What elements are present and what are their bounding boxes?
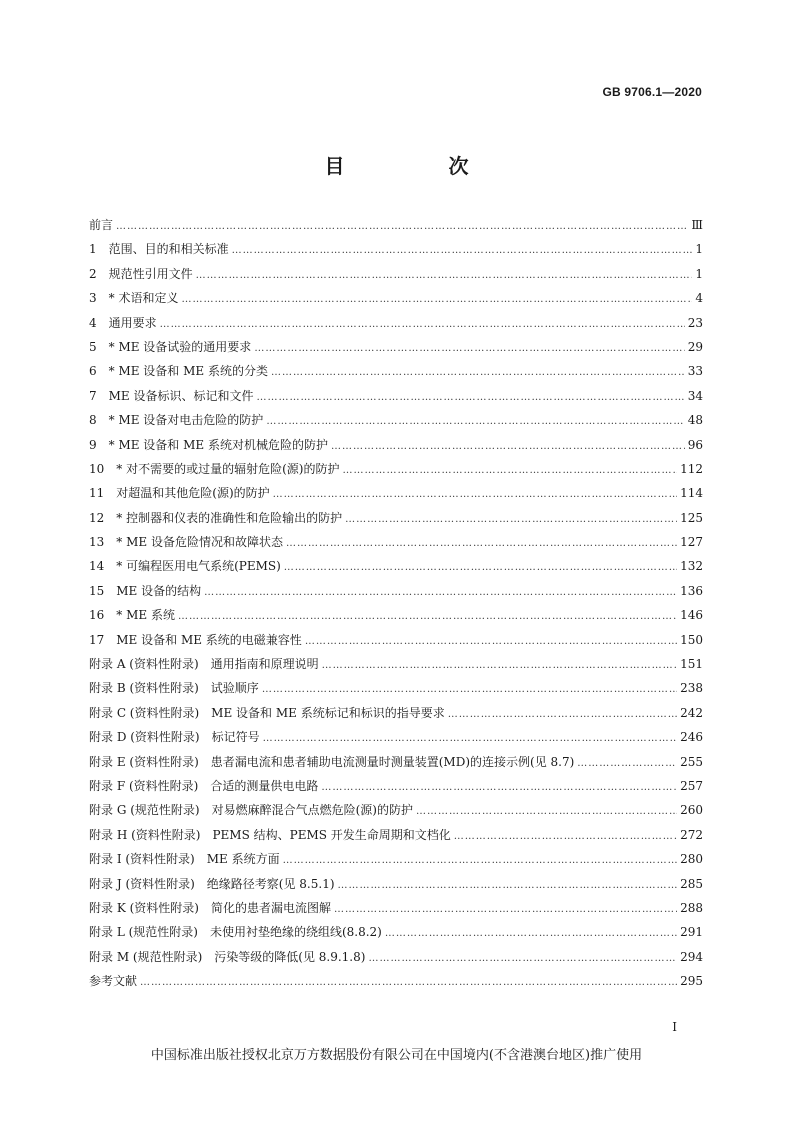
- toc-entry[interactable]: [89, 948, 703, 972]
- leader-dots: [140, 977, 677, 988]
- toc-entry[interactable]: [89, 216, 703, 240]
- toc-entry-page: 238: [680, 681, 703, 696]
- toc-entry-label: 附录 K (资料性附录) 简化的患者漏电流图解: [89, 900, 331, 915]
- toc-entry[interactable]: [89, 509, 703, 533]
- leader-dots: [204, 587, 677, 598]
- toc-entry-label: 附录 F (资料性附录) 合适的测量供电电路: [89, 778, 319, 793]
- page-title: 目 次: [324, 154, 511, 178]
- toc-entry-page: 242: [680, 705, 703, 720]
- toc-entry[interactable]: [89, 240, 703, 264]
- standard-code: GB 9706.1—2020: [602, 85, 702, 99]
- toc-entry[interactable]: [89, 411, 703, 435]
- leader-dots: [116, 221, 688, 232]
- toc-entry-label: 附录 A (资料性附录) 通用指南和原理说明: [89, 657, 319, 672]
- toc-entry-label: 附录 L (规范性附录) 未使用衬垫绝缘的绕组线(8.8.2): [89, 925, 382, 940]
- toc-entry-page: 48: [687, 413, 703, 428]
- toc-entry-label: 附录 D (资料性附录) 标记符号: [89, 730, 260, 745]
- toc-entry-page: 246: [680, 730, 703, 745]
- toc-entry[interactable]: [89, 582, 703, 606]
- toc-entry[interactable]: [89, 314, 703, 338]
- toc-entry-label: 2 规范性引用文件: [89, 266, 193, 281]
- toc-entry[interactable]: [89, 460, 703, 484]
- toc-entry-label: 14 * 可编程医用电气系统(PEMS): [89, 559, 281, 574]
- toc-entry[interactable]: [89, 850, 703, 874]
- leader-dots: [331, 441, 685, 452]
- toc-entry-label: 参考文献: [89, 974, 138, 989]
- leader-dots: [283, 855, 677, 866]
- toc-entry-page: 1: [695, 242, 703, 257]
- leader-dots: [232, 245, 693, 256]
- toc-entry-page: 151: [680, 657, 703, 672]
- toc-entry-page: 125: [680, 510, 703, 525]
- leader-dots: [254, 343, 684, 354]
- toc-entry[interactable]: [89, 436, 703, 460]
- toc-entry-page: 33: [687, 364, 703, 379]
- toc-entry[interactable]: [89, 679, 703, 703]
- toc-entry[interactable]: [89, 753, 703, 777]
- toc-entry-label: 16 * ME 系统: [89, 608, 175, 623]
- toc-entry-label: 7 ME 设备标识、标记和文件: [89, 388, 254, 403]
- toc-entry-label: 13 * ME 设备危险情况和故障状态: [89, 535, 283, 550]
- toc-entry-label: 前言: [89, 218, 114, 232]
- toc-entry-label: 附录 C (资料性附录) ME 设备和 ME 系统标记和标识的指导要求: [89, 705, 445, 720]
- toc-entry-page: 132: [680, 559, 703, 574]
- toc-entry-page: 257: [680, 778, 703, 793]
- leader-dots: [448, 709, 677, 720]
- toc-entry-page: 260: [680, 803, 703, 818]
- leader-dots: [321, 782, 677, 793]
- toc-entry[interactable]: [89, 387, 703, 411]
- toc-entry[interactable]: [89, 606, 703, 630]
- toc-entry[interactable]: [89, 801, 703, 825]
- toc-entry-label: 附录 I (资料性附录) ME 系统方面: [89, 852, 280, 867]
- leader-dots: [266, 416, 684, 427]
- toc-entry[interactable]: [89, 362, 703, 386]
- leader-dots: [338, 880, 678, 891]
- leader-dots: [345, 514, 677, 525]
- leader-dots: [385, 928, 677, 939]
- toc-entry-page: 112: [680, 461, 703, 476]
- toc-entry[interactable]: [89, 289, 703, 313]
- toc-entry-page: 114: [680, 486, 703, 501]
- leader-dots: [416, 806, 677, 817]
- toc-entry-page: 295: [680, 974, 703, 989]
- toc-entry[interactable]: [89, 655, 703, 679]
- leader-dots: [196, 270, 693, 281]
- toc-entry[interactable]: [89, 728, 703, 752]
- leader-dots: [160, 319, 685, 330]
- toc-entry-label: 9 * ME 设备和 ME 系统对机械危险的防护: [89, 437, 328, 452]
- toc-entry-label: 1 范围、目的和相关标准: [89, 242, 229, 257]
- toc-entry-label: 8 * ME 设备对电击危险的防护: [89, 413, 264, 428]
- toc-entry-page: 23: [687, 315, 703, 330]
- toc-entry[interactable]: [89, 265, 703, 289]
- toc-entry[interactable]: [89, 338, 703, 362]
- leader-dots: [286, 538, 677, 549]
- table-of-contents: [89, 216, 703, 997]
- toc-entry-page: 285: [680, 876, 703, 891]
- leader-dots: [368, 953, 677, 964]
- toc-entry-label: 附录 E (资料性附录) 患者漏电流和患者辅助电流测量时测量装置(MD)的连接示例(见 8.7): [89, 754, 575, 769]
- leader-dots: [334, 904, 677, 915]
- toc-entry-page: Ⅲ: [691, 218, 703, 232]
- toc-entry-page: 146: [680, 608, 703, 623]
- toc-entry-page: 136: [680, 583, 703, 598]
- toc-entry[interactable]: [89, 484, 703, 508]
- toc-entry-page: 150: [680, 632, 703, 647]
- toc-entry-label: 6 * ME 设备和 ME 系统的分类: [89, 364, 268, 379]
- toc-entry-label: 10 * 对不需要的或过量的辐射危险(源)的防护: [89, 461, 340, 476]
- toc-entry-label: 附录 M (规范性附录) 污染等级的降低(见 8.9.1.8): [89, 949, 366, 964]
- toc-entry-page: 280: [680, 852, 703, 867]
- leader-dots: [178, 611, 677, 622]
- toc-entry-page: 288: [680, 900, 703, 915]
- toc-entry[interactable]: [89, 923, 703, 947]
- toc-entry-label: 附录 H (资料性附录) PEMS 结构、PEMS 开发生命周期和文档化: [89, 827, 451, 842]
- toc-entry-label: 17 ME 设备和 ME 系统的电磁兼容性: [89, 632, 302, 647]
- toc-entry-label: 附录 B (资料性附录) 试验顺序: [89, 681, 259, 696]
- leader-dots: [305, 636, 677, 647]
- toc-entry[interactable]: [89, 826, 703, 850]
- leader-dots: [284, 562, 677, 573]
- toc-entry-label: 4 通用要求: [89, 315, 157, 330]
- toc-entry-page: 34: [687, 388, 703, 403]
- footer-notice: 中国标准出版社授权北京万方数据股份有限公司在中国境内(不含港澳台地区)推广使用: [150, 1048, 643, 1063]
- toc-entry-label: 12 * 控制器和仪表的准确性和危险输出的防护: [89, 510, 343, 525]
- toc-entry-label: 3 * 术语和定义: [89, 291, 179, 306]
- toc-entry-label: 11 对超温和其他危险(源)的防护: [89, 486, 270, 501]
- toc-entry[interactable]: [89, 899, 703, 923]
- leader-dots: [342, 465, 677, 476]
- toc-entry-label: 5 * ME 设备试验的通用要求: [89, 339, 252, 354]
- leader-dots: [322, 660, 677, 671]
- toc-entry-page: 291: [680, 925, 703, 940]
- toc-entry-page: 127: [680, 535, 703, 550]
- page-number: I: [672, 1020, 677, 1034]
- toc-entry-label: 附录 J (资料性附录) 绝缘路径考察(见 8.5.1): [89, 876, 335, 891]
- toc-entry[interactable]: [89, 557, 703, 581]
- leader-dots: [181, 294, 692, 305]
- toc-entry-page: 255: [680, 754, 703, 769]
- leader-dots: [273, 489, 677, 500]
- toc-entry-page: 272: [680, 827, 703, 842]
- toc-entry[interactable]: [89, 875, 703, 899]
- leader-dots: [271, 367, 685, 378]
- toc-entry-label: 15 ME 设备的结构: [89, 583, 202, 598]
- toc-entry[interactable]: [89, 972, 703, 996]
- toc-entry[interactable]: [89, 631, 703, 655]
- leader-dots: [262, 684, 677, 695]
- toc-entry-label: 附录 G (规范性附录) 对易燃麻醉混合气点燃危险(源)的防护: [89, 803, 413, 818]
- leader-dots: [257, 392, 685, 403]
- toc-entry[interactable]: [89, 533, 703, 557]
- toc-entry-page: 96: [687, 437, 703, 452]
- leader-dots: [454, 831, 677, 842]
- toc-entry-page: 294: [680, 949, 703, 964]
- toc-entry-page: 29: [687, 339, 703, 354]
- leader-dots: [263, 733, 677, 744]
- leader-dots: [577, 758, 677, 769]
- toc-entry-page: 4: [695, 291, 703, 306]
- toc-entry[interactable]: [89, 777, 703, 801]
- toc-entry-page: 1: [695, 266, 703, 281]
- toc-entry[interactable]: [89, 704, 703, 728]
